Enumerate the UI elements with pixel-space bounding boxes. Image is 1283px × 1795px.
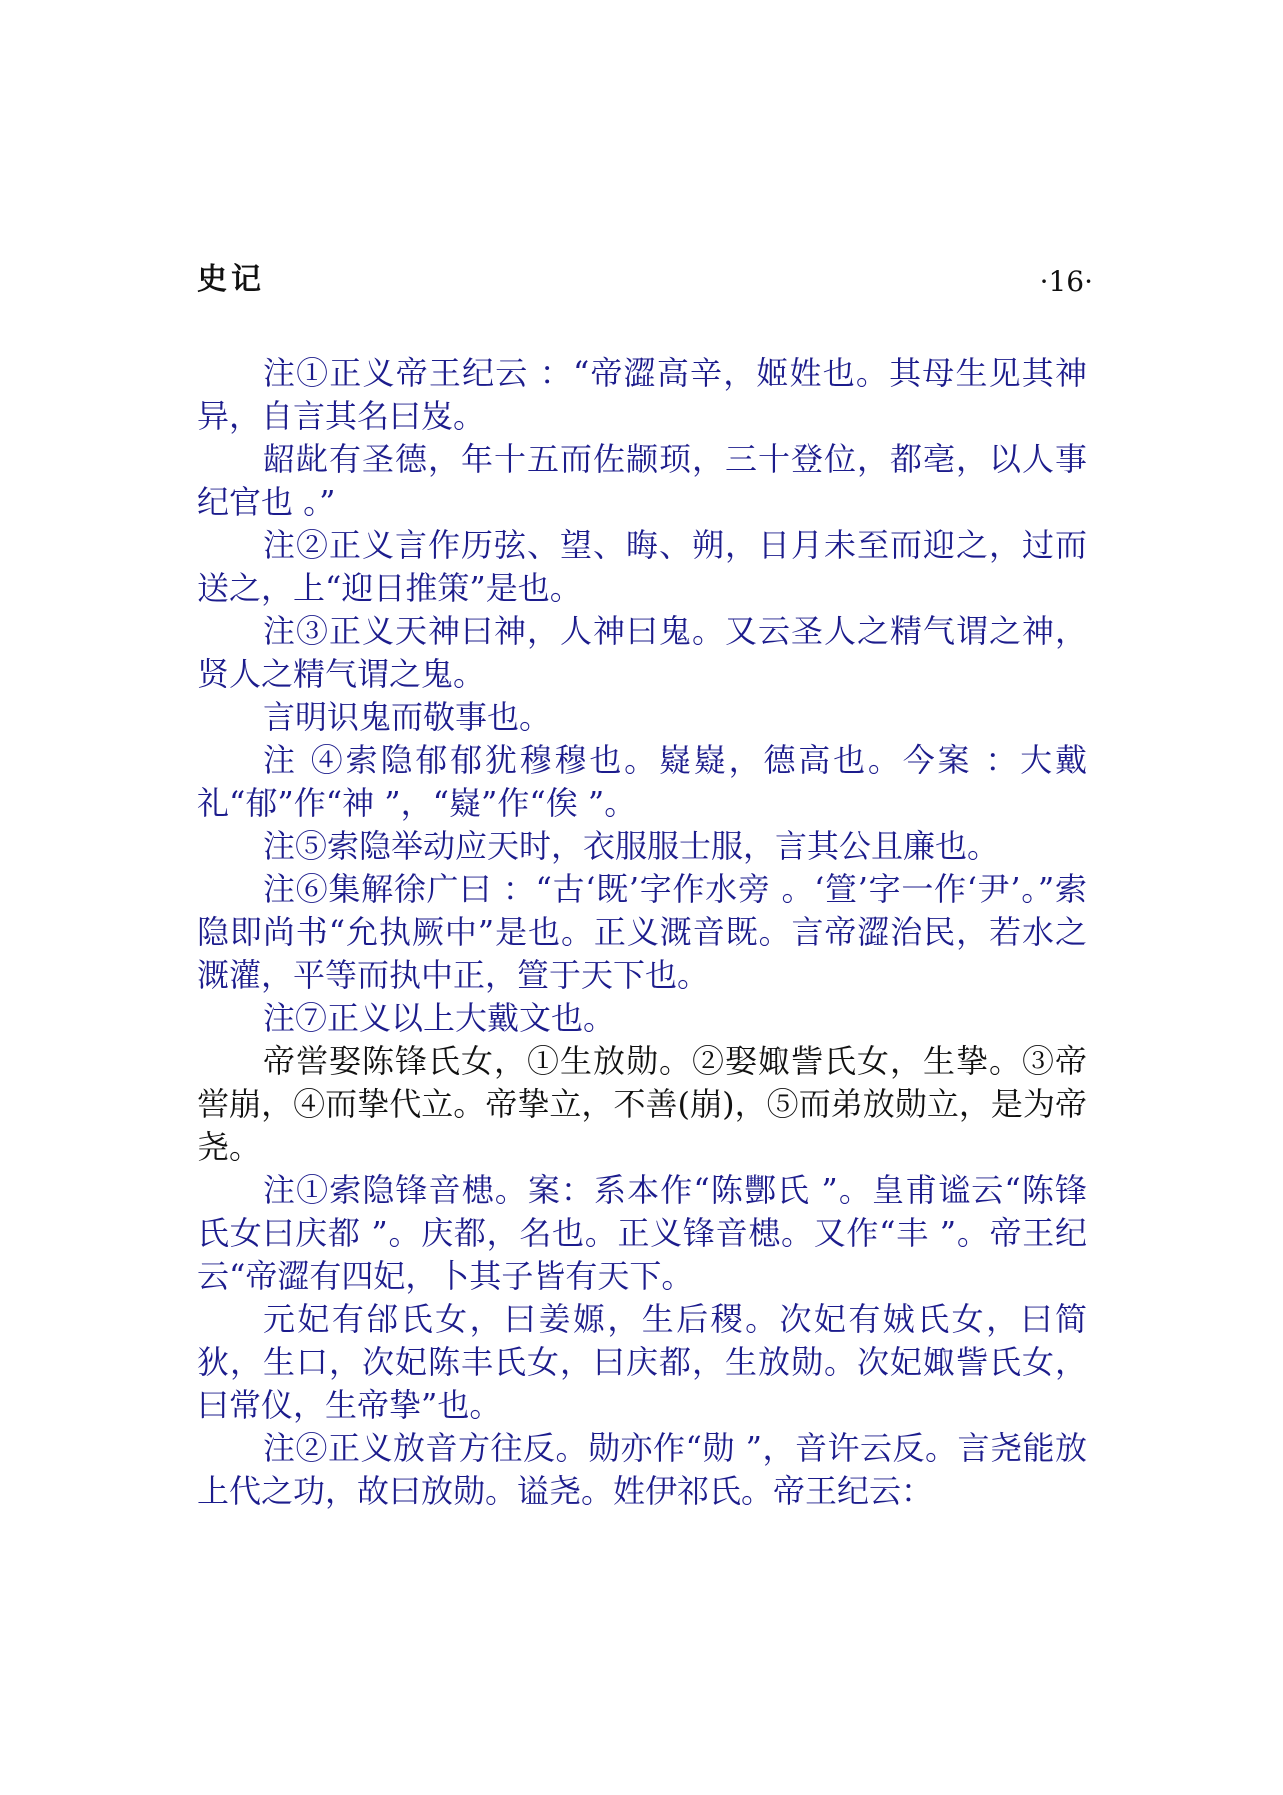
running-header-title: 史记 bbox=[197, 262, 265, 297]
annotation-paragraph: 注⑤索隐举动应天时，衣服服士服，言其公且廉也。 bbox=[263, 827, 1000, 865]
annotation-paragraph: 元妃有邰氏女，曰姜嫄，生后稷。次妃有娀氏女，曰简狄，生口，次妃陈丰氏女，曰庆都，生放勋。次妃娵訾氏女，曰常仪，生帝挚”也。 bbox=[197, 1300, 1087, 1424]
main-text-paragraph: 帝喾娶陈锋氏女，①生放勋。②娶娵訾氏女，生挚。③帝喾崩，④而挚代立。帝挚立，不善(崩)，⑤而弟放勋立，是为帝尧。 bbox=[197, 1042, 1087, 1166]
annotation-paragraph: 注 ④索隐郁郁犹穆穆也。嶷嶷，德高也。今案 ：大戴礼“郁”作“神 ”，“嶷”作“俟 ”。 bbox=[197, 741, 1087, 822]
annotation-paragraph: 言明识鬼而敬事也。 bbox=[263, 698, 552, 736]
annotation-paragraph: 注②正义放音方往反。勋亦作“勋 ”，音许云反。言尧能放上代之功，故曰放勋。谥尧。姓伊祁氏。帝王纪云： bbox=[197, 1429, 1087, 1510]
annotation-paragraph: 龆龀有圣德，年十五而佐颛顼，三十登位，都亳，以人事纪官也 。” bbox=[197, 440, 1087, 521]
page-number: ·16· bbox=[1039, 265, 1093, 298]
annotation-paragraph: 注①索隐锋音槵。案：系本作“陈酆氏 ”。皇甫谧云“陈锋氏女曰庆都 ”。庆都，名也。正义锋音槵。又作“丰 ”。帝王纪云“帝澀有四妃，卜其子皆有天下。 bbox=[197, 1171, 1087, 1295]
annotation-paragraph: 注③正义天神曰神，人神曰鬼。又云圣人之精气谓之神，贤人之精气谓之鬼。 bbox=[197, 612, 1087, 693]
body-text bbox=[197, 352, 1087, 1513]
annotation-paragraph: 注⑦正义以上大戴文也。 bbox=[263, 999, 616, 1037]
annotation-paragraph: 注①正义帝王纪云 ：“帝澀高辛，姬姓也。其母生见其神异，自言其名曰岌。 bbox=[197, 354, 1087, 435]
annotation-paragraph: 注②正义言作历弦、望、晦、朔，日月未至而迎之，过而送之，上“迎日推策”是也。 bbox=[197, 526, 1087, 607]
annotation-paragraph: 注⑥集解徐广曰 ：“古‘既’字作水旁 。‘箮’字一作‘尹’。”索隐即尚书“允执厥中”是也。正义溉音既。言帝澀治民，若水之溉灌，平等而执中正，箮于天下也。 bbox=[197, 870, 1087, 994]
